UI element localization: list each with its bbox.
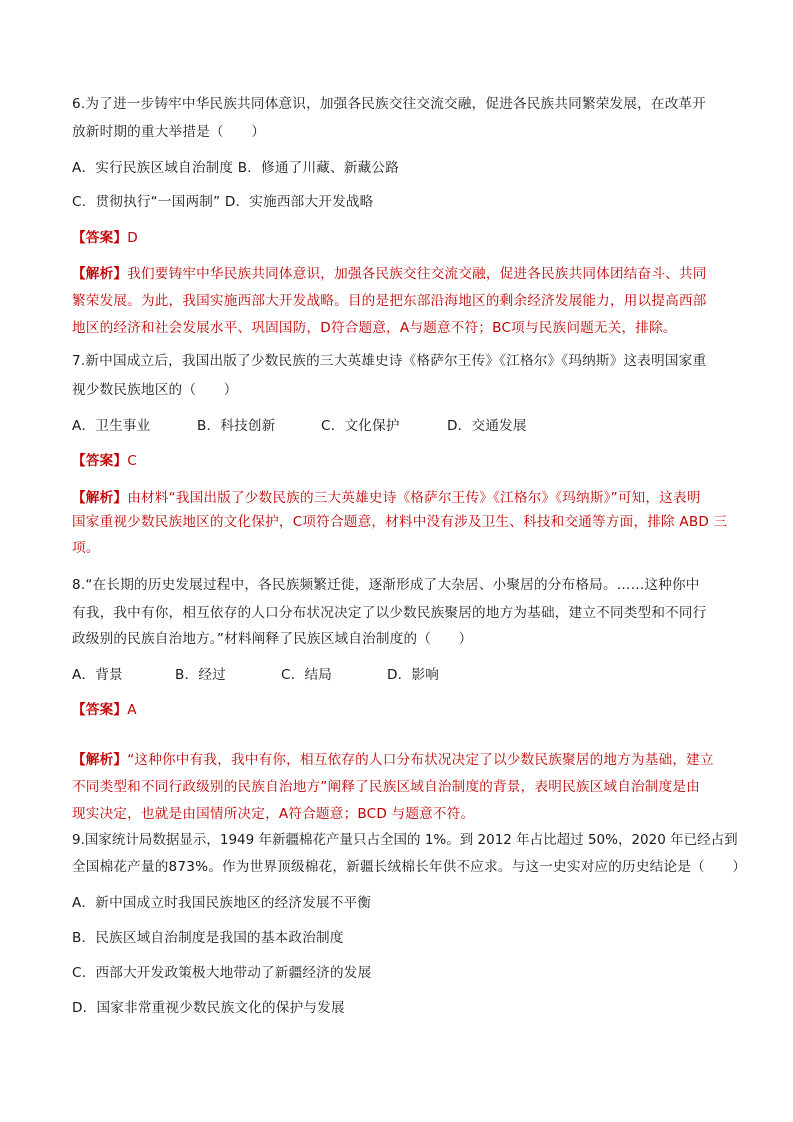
q6-stem-line-1: 6.为了进一步铸牢中华民族共同体意识，加强各民族交往交流交融，促进各民族共同繁荣发展，在改革开	[72, 96, 707, 112]
explanation-text: 我们要铸牢中华民族共同体意识，加强各民族交往交流交融，促进各民族共同体团结奋斗、共同	[127, 266, 707, 282]
q8-explanation-line-2: 不同类型和不同行政级别的民族自治地方”阐释了民族区域自治制度的背景，表明民族区域自治制度是由	[72, 779, 700, 795]
explanation-text: “这种你中有我，我中有你，相互依存的人口分布状况决定了以少数民族聚居的地方为基础，建立	[127, 752, 714, 768]
q6-explanation-line-3: 地区的经济和社会发展水平、巩固国防，D符合题意，A与题意不符；BC项与民族问题无关，排除。	[72, 320, 677, 336]
q7-stem-line-2: 视少数民族地区的（ ）	[72, 382, 238, 398]
q8-option-d: D．影响	[387, 667, 440, 683]
answer-value: A	[127, 702, 137, 718]
q8-option-a: A．背景	[72, 667, 123, 683]
q9-option-a: A．新中国成立时我国民族地区的经济发展不平衡	[72, 895, 372, 911]
q8-answer	[72, 701, 137, 719]
q7-option-b: B．科技创新	[197, 418, 276, 434]
answer-tag: 【答案】	[72, 453, 128, 469]
q8-explanation-line-1	[72, 751, 714, 769]
answer-tag: 【答案】	[72, 702, 128, 718]
answer-value: D	[127, 230, 138, 246]
answer-tag: 【答案】	[72, 230, 128, 246]
q8-option-c: C．结局	[281, 667, 333, 683]
q6-answer	[72, 229, 138, 247]
q8-options	[72, 666, 439, 684]
q9-option-c: C．西部大开发政策极大地带动了新疆经济的发展	[72, 965, 372, 981]
explanation-tag: 【解析】	[72, 490, 128, 506]
q9-option-d: D．国家非常重视少数民族文化的保护与发展	[72, 1000, 345, 1016]
q6-explanation-line-1	[72, 265, 707, 283]
q8-stem-line-2: 有我，我中有你，相互依存的人口分布状况决定了以少数民族聚居的地方为基础，建立不同类型和不同行	[72, 605, 707, 621]
explanation-tag: 【解析】	[72, 752, 128, 768]
q7-options	[72, 417, 527, 435]
q8-option-b: B．经过	[175, 667, 226, 683]
q7-explanation-line-1	[72, 489, 701, 507]
q9-stem-line-2: 全国棉花产量的873%。作为世界顶级棉花，新疆长绒棉长年供不应求。与这一史实对应的历史结论是（ ）	[72, 859, 747, 875]
explanation-tag: 【解析】	[72, 266, 128, 282]
q7-explanation-line-2: 国家重视少数民族地区的文化保护，C项符合题意，材料中没有涉及卫生、科技和交通等方面，排除 ABD 三	[72, 514, 728, 530]
q7-option-a: A．卫生事业	[72, 418, 151, 434]
q9-stem-line-1: 9.国家统计局数据显示，1949 年新疆棉花产量只占全国的 1%。到 2012 年占比超过 50%，2020 年已经占到	[72, 832, 738, 848]
q6-explanation-line-2: 繁荣发展。为此，我国实施西部大开发战略。目的是把东部沿海地区的剩余经济发展能力，用以提高西部	[72, 293, 707, 309]
q7-answer	[72, 452, 137, 470]
q7-explanation-line-3: 项。	[72, 540, 100, 556]
q7-option-c: C．文化保护	[321, 418, 400, 434]
explanation-text: 由材料“我国出版了少数民族的三大英雄史诗《格萨尔王传》《江格尔》《玛纳斯》”可知，这表明	[127, 490, 701, 506]
answer-value: C	[127, 453, 137, 469]
q8-explanation-line-3: 现实决定，也就是由国情所决定，A符合题意；BCD 与题意不符。	[72, 806, 475, 822]
q7-stem-line-1: 7.新中国成立后，我国出版了少数民族的三大英雄史诗《格萨尔王传》《江格尔》《玛纳斯》这表明国家重	[72, 353, 707, 369]
q8-stem-line-3: 政级别的民族自治地方。”材料阐释了民族区域自治制度的（ ）	[72, 631, 473, 647]
q6-options-ab: A．实行民族区域自治制度 B．修通了川藏、新藏公路	[72, 160, 400, 176]
q7-option-d: D．交通发展	[447, 418, 527, 434]
q6-options-cd: C．贯彻执行“一国两制” D．实施西部大开发战略	[72, 194, 374, 210]
q6-stem-line-2: 放新时期的重大举措是（ ）	[72, 124, 266, 140]
q9-option-b: B．民族区域自治制度是我国的基本政治制度	[72, 930, 344, 946]
q8-stem-line-1: 8.“在长期的历史发展过程中，各民族频繁迁徙，逐渐形成了大杂居、小聚居的分布格局。……这种你中	[72, 577, 700, 593]
